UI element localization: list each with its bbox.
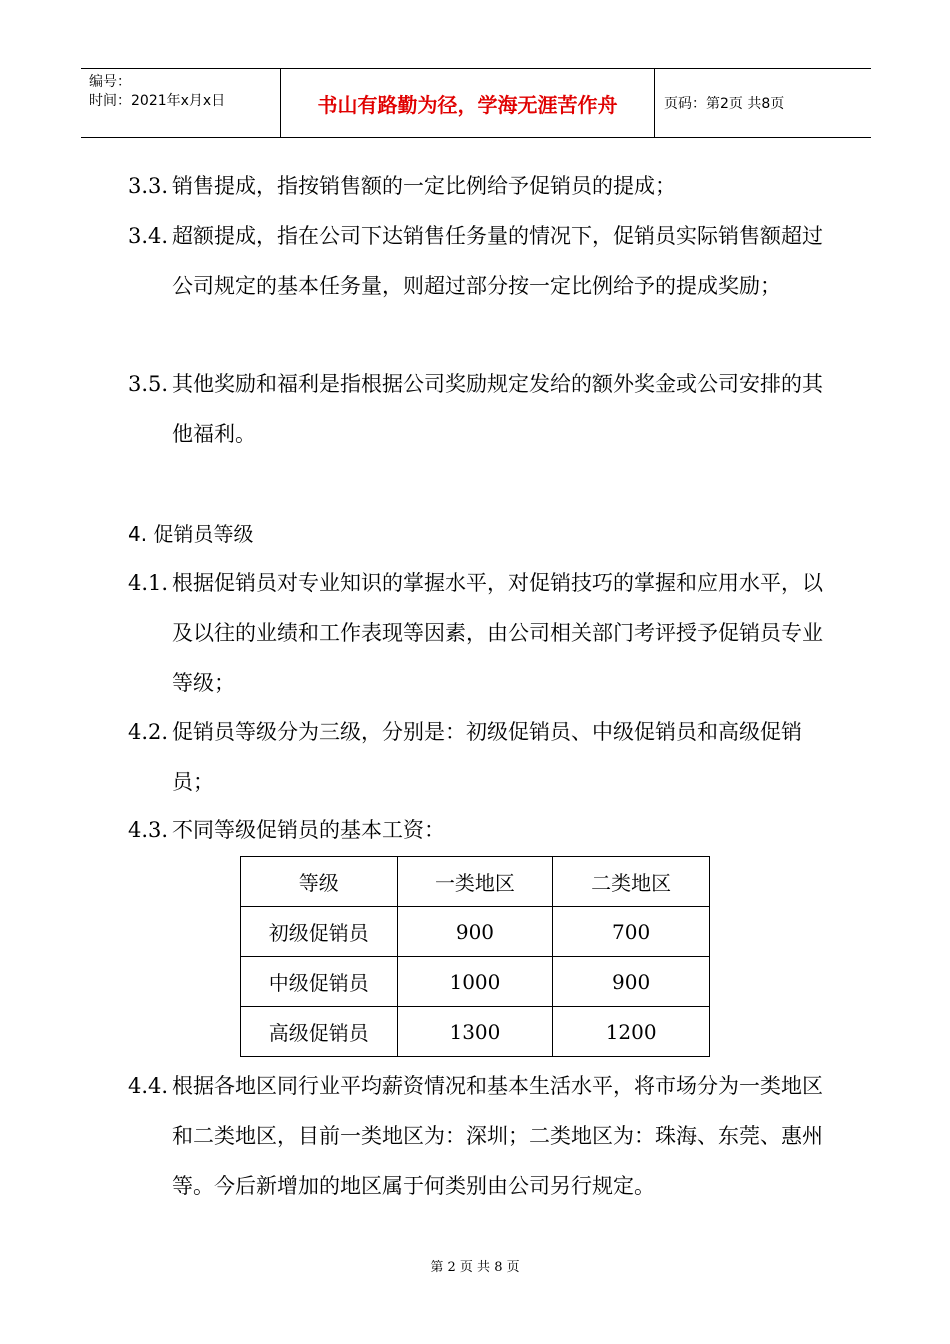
table-header-cell: 一类地区 (397, 857, 553, 907)
item-text: 销售提成，指按销售额的一定比例给予促销员的提成； (172, 174, 676, 198)
table-cell: 中级促销员 (241, 957, 398, 1007)
item-text: 其他奖励和福利是指根据公司奖励规定发给的额外奖金或公司安排的其他福利。 (172, 372, 823, 446)
table-header-row (241, 857, 710, 907)
item-number: 3.3. (128, 174, 169, 198)
header-page-info: 页码：第2页 共8页 (664, 96, 785, 112)
document-header (81, 68, 871, 138)
table-cell: 1200 (553, 1007, 710, 1057)
list-item (128, 359, 838, 459)
table-cell: 初级促销员 (241, 907, 398, 957)
item-text: 促销员等级分为三级，分别是：初级促销员、中级促销员和高级促销员； (172, 720, 802, 794)
list-item (128, 558, 838, 708)
table-header-cell: 二类地区 (553, 857, 710, 907)
table-cell: 1000 (397, 957, 553, 1007)
item-text: 超额提成，指在公司下达销售任务量的情况下，促销员实际销售额超过公司规定的基本任务量，则超过部分按一定比例给予的提成奖励； (172, 224, 823, 298)
list-item (128, 707, 838, 807)
item-text: 根据促销员对专业知识的掌握水平，对促销技巧的掌握和应用水平，以及以往的业绩和工作表现等因素，由公司相关部门考评授予促销员专业等级； (172, 571, 823, 695)
item-text: 根据各地区同行业平均薪资情况和基本生活水平，将市场分为一类地区和二类地区，目前一类地区为：深圳；二类地区为：珠海、东莞、惠州等。今后新增加的地区属于何类别由公司另行规定。 (172, 1074, 823, 1198)
table-cell: 900 (553, 957, 710, 1007)
salary-table (240, 856, 710, 1057)
list-item (128, 161, 838, 211)
header-divider (654, 69, 655, 137)
table-cell: 高级促销员 (241, 1007, 398, 1057)
table-header-cell: 等级 (241, 857, 398, 907)
table-cell: 1300 (397, 1007, 553, 1057)
item-number: 3.5. (128, 372, 169, 396)
item-number: 3.4. (128, 224, 169, 248)
table-row (241, 1007, 710, 1057)
list-item (128, 805, 838, 855)
section-heading: 4. 促销员等级 (128, 522, 254, 546)
item-number: 4.4. (128, 1074, 169, 1098)
item-number: 4.2. (128, 720, 169, 744)
table-cell: 900 (397, 907, 553, 957)
list-item (128, 211, 838, 311)
table-cell: 700 (553, 907, 710, 957)
page-footer: 第 2 页 共 8 页 (430, 1260, 520, 1275)
header-motto: 书山有路勤为径，学海无涯苦作舟 (317, 92, 618, 117)
item-number: 4.3. (128, 818, 169, 842)
item-text: 不同等级促销员的基本工资： (172, 818, 445, 842)
item-number: 4.1. (128, 571, 169, 595)
header-number-label: 编号： (89, 74, 131, 90)
header-time-label: 时间：2021年x月x日 (89, 93, 226, 109)
list-item (128, 1061, 838, 1211)
table-row (241, 957, 710, 1007)
header-meta (89, 73, 279, 111)
table-row (241, 907, 710, 957)
